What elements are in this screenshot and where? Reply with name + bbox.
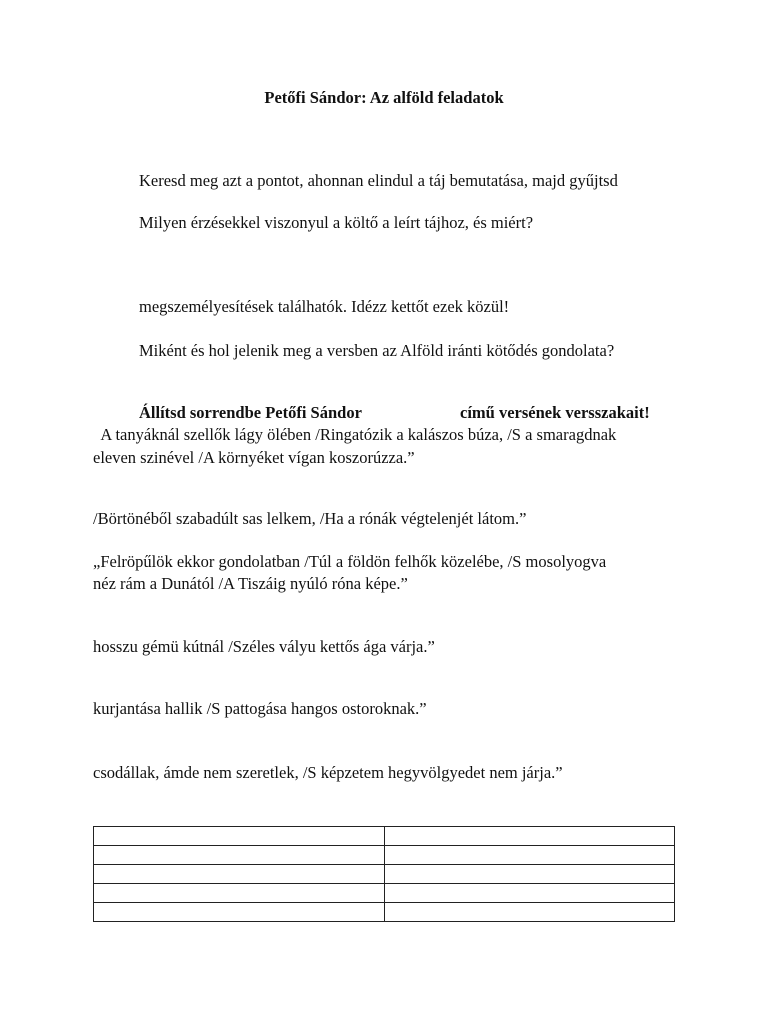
answer-cell[interactable] [94, 884, 385, 903]
task-4: Miként és hol jelenik meg a versben az Alföld iránti kötődés gondolata? [139, 341, 615, 360]
task-1: Keresd meg azt a pontot, ahonnan elindul a táj bemutatása, majd gyűjtsd [139, 171, 618, 190]
stanza-6-line-1: csodállak, ámde nem szeretlek, /S képzetem hegyvölgyedet nem járja.” [93, 763, 563, 782]
stanza-2-line-1: /Börtönéből szabadúlt sas lelkem, /Ha a rónák végtelenjét látom.” [93, 509, 527, 528]
answer-cell[interactable] [94, 827, 385, 846]
answer-cell[interactable] [94, 903, 385, 922]
answer-cell[interactable] [385, 846, 675, 865]
stanza-1-line-2: eleven szinével /A környéket vígan koszorúzza.” [93, 448, 415, 467]
stanza-1-line-1: A tanyáknál szellők lágy ölében /Ringatózik a kalászos búza, /S a smaragdnak [93, 425, 617, 444]
stanza-3-line-1: „Felröpűlök ekkor gondolatban /Túl a földön felhők közelébe, /S mosolyogva [93, 552, 607, 571]
table-row [94, 903, 675, 922]
answer-cell[interactable] [385, 827, 675, 846]
table-row [94, 827, 675, 846]
answer-cell[interactable] [94, 865, 385, 884]
document-title: Petőfi Sándor: Az alföld feladatok [264, 88, 504, 107]
task-3: megszemélyesítések találhatók. Idézz kettőt ezek közül! [139, 297, 510, 316]
answer-cell[interactable] [94, 846, 385, 865]
stanza-5-line-1: kurjantása hallik /S pattogása hangos ostoroknak.” [93, 699, 427, 718]
answer-table [93, 826, 675, 922]
task-2: Milyen érzésekkel viszonyul a költő a leírt tájhoz, és miért? [139, 213, 534, 232]
stanza-4-line-1: hosszu gémü kútnál /Széles vályu kettős ága várja.” [93, 637, 435, 656]
answer-cell[interactable] [385, 884, 675, 903]
answer-cell[interactable] [385, 865, 675, 884]
answer-cell[interactable] [385, 903, 675, 922]
ordering-task-part1: Állítsd sorrendbe Petőfi Sándor [139, 403, 362, 422]
table-row [94, 884, 675, 903]
table-row [94, 846, 675, 865]
ordering-task-part2: című versének versszakait! [460, 403, 650, 422]
table-row [94, 865, 675, 884]
stanza-3-line-2: néz rám a Dunától /A Tiszáig nyúló róna képe.” [93, 574, 408, 593]
